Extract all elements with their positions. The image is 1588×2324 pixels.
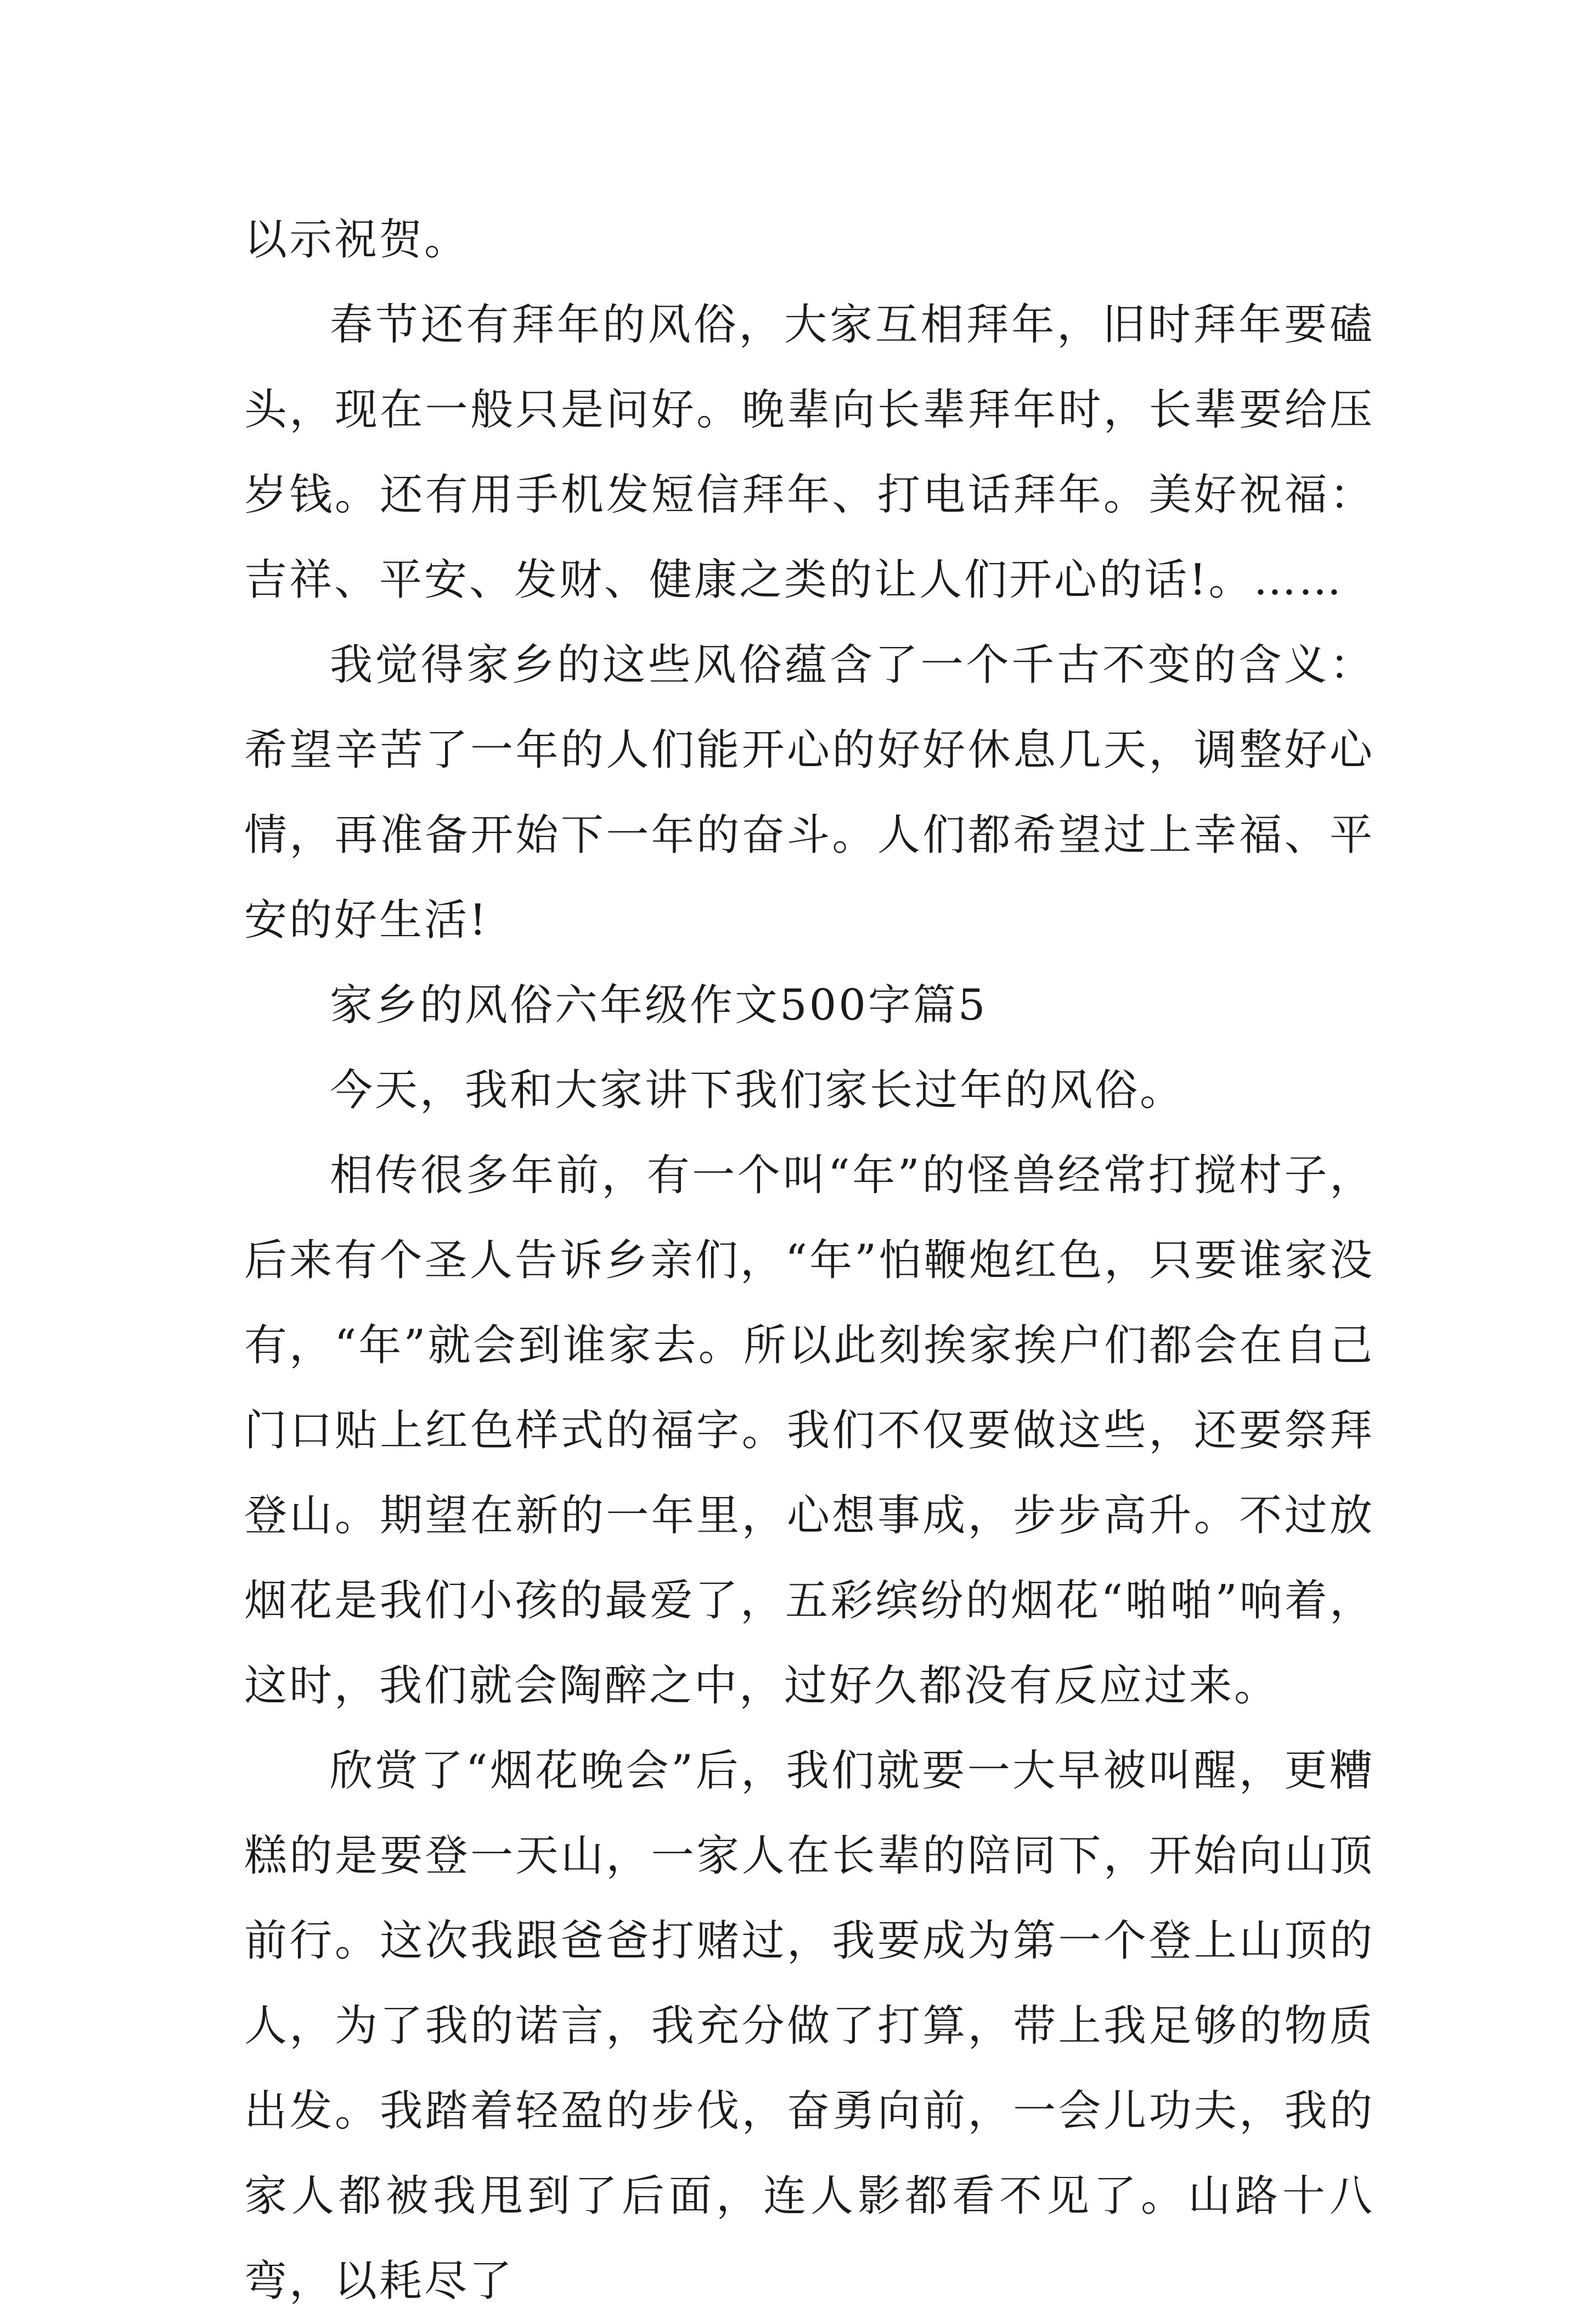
paragraph-nian-legend: 相传很多年前，有一个叫“年”的怪兽经常打搅村子，后来有个圣人告诉乡亲们，“年”怕鞭炮红色，只要谁家没有，“年”就会到谁家去。所以此刻挨家挨户们都会在自己门口贴上红色样式的福字。我们不仅要做这些，还要祭拜登山。期望在新的一年里，心想事成，步步高升。不过放烟花是我们小孩的最爱了，五彩缤纷的烟花“啪啪”响着，这时，我们就会陶醉之中，过好久都没有反应过来。 xyxy=(244,1151,1375,1710)
paragraph-intro: 今天，我和大家讲下我们家长过年的风俗。 xyxy=(330,1066,1185,1115)
document-body xyxy=(244,198,1375,2324)
paragraph-mountain-climb: 欣赏了“烟花晚会”后，我们就要一大早被叫醒，更糟糕的是要登一天山，一家人在长辈的陪同下，开始向山顶前行。这次我跟爸爸打赌过，我要成为第一个登上山顶的人，为了我的诺言，我充分做了打算，带上我足够的物质出发。我踏着轻盈的步伐，奋勇向前，一会儿功夫，我的家人都被我甩到了后面，连人影都看不见了。山路十八弯，以耗尽了 xyxy=(244,1746,1375,2306)
paragraph-continuation: 以示祝贺。 xyxy=(244,215,470,265)
paragraph-new-year-greetings: 春节还有拜年的风俗，大家互相拜年，旧时拜年要磕头，现在一般只是问好。晚辈向长辈拜年时，长辈要给压岁钱。还有用手机发短信拜年、打电话拜年。美好祝福：吉祥、平安、发财、健康之类的让人们开心的话!。…… xyxy=(244,300,1375,605)
paragraph-meaning-of-customs: 我觉得家乡的这些风俗蕴含了一个千古不变的含义：希望辛苦了一年的人们能开心的好好休息几天，调整好心情，再准备开始下一年的奋斗。人们都希望过上幸福、平安的好生活! xyxy=(244,640,1375,945)
essay-heading: 家乡的风俗六年级作文500字篇5 xyxy=(330,981,988,1030)
